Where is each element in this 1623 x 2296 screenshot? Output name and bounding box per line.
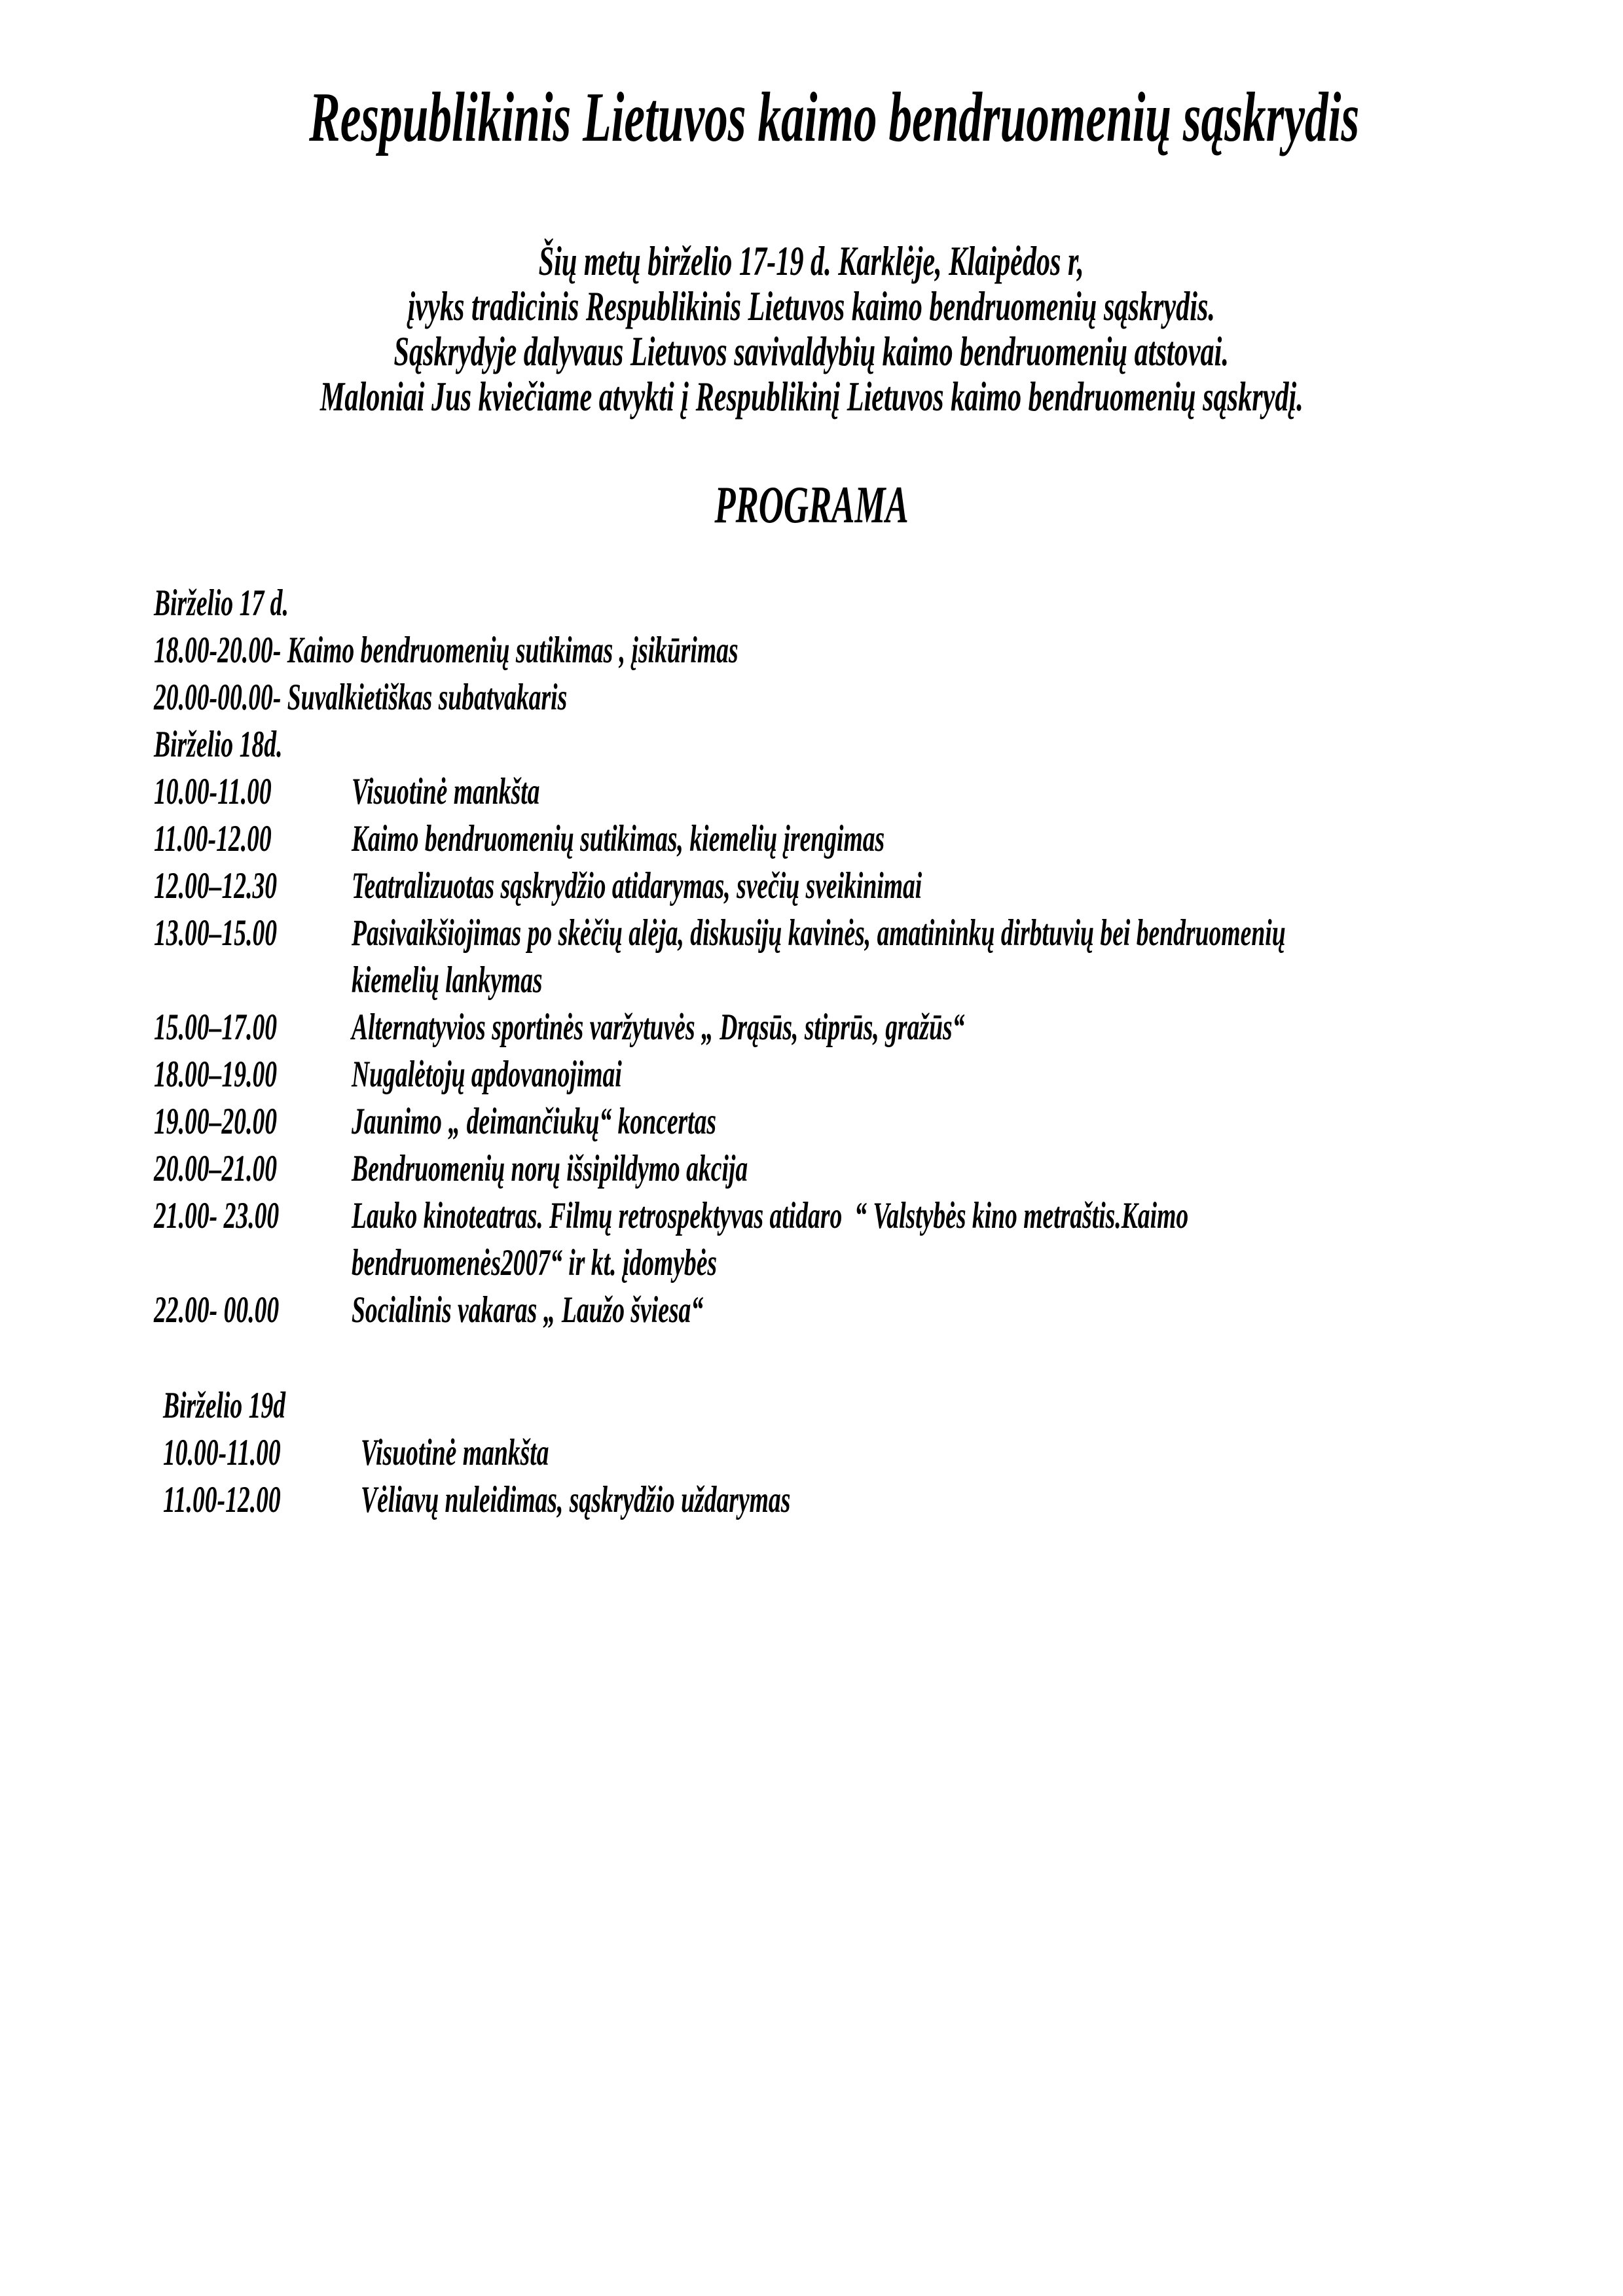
description-cell [352,910,1623,957]
time-cell [154,1051,352,1098]
event-description: Alternatyvios sportinės varžytuvės „ Drąsūs, stiprūs, gražūs“ [352,1007,965,1048]
program-row [0,674,1623,721]
event-description: Nugalėtojų apdovanojimai [352,1054,622,1095]
description-cell [352,1193,1623,1240]
intro-line [0,329,1623,374]
intro-line [0,238,1623,283]
description-cell [352,816,1623,863]
programa-heading-row [0,475,1623,535]
intro-line [0,283,1623,329]
time-cell [154,910,352,957]
time-cell [163,1477,361,1524]
day-heading: Birželio 19d [163,1385,286,1426]
day-heading-row [0,580,1623,627]
description-cell [361,1429,1623,1477]
program-schedule [0,580,1623,1524]
description-cell [352,1004,1623,1051]
program-row [0,1004,1623,1051]
description-cell [361,1477,1623,1524]
time-range: 10.00-11.00 [154,771,272,812]
description-cell [352,1051,1623,1098]
day-heading-row [0,721,1623,768]
event-description: Visuotinė mankšta [352,771,540,812]
intro-line-text: Šių metų birželio 17-19 d. Karklėje, Klaipėdos r, [538,238,1085,284]
day-heading: Birželio 18d. [154,724,283,765]
schedule-line: 18.00-20.00- Kaimo bendruomenių sutikimas , įsikūrimas [154,630,739,671]
intro-line-text: įvyks tradicinis Respublikinis Lietuvos kaimo bendruomenių sąskrydis. [407,283,1216,329]
day-heading-row [0,1382,1623,1429]
event-description: Bendruomenių norų išsipildymo akcija [352,1148,748,1189]
program-row [0,957,1623,1004]
time-cell [154,1145,352,1193]
event-description: Vėliavų nuleidimas, sąskrydžio uždarymas [361,1479,791,1520]
description-cell [352,768,1623,816]
program-row [0,863,1623,910]
time-range: 19.00–20.00 [154,1101,278,1142]
time-range: 12.00–12.30 [154,865,278,906]
event-description: Teatralizuotas sąskrydžio atidarymas, svečių sveikinimai [352,865,922,906]
time-cell [154,1098,352,1145]
program-row [0,768,1623,816]
description-cell [352,1098,1623,1145]
event-description: Jaunimo „ deimančiukų“ koncertas [352,1101,717,1142]
time-range: 11.00-12.00 [163,1479,281,1520]
program-row [0,1193,1623,1240]
program-row [0,1429,1623,1477]
time-range: 13.00–15.00 [154,912,278,954]
program-row [0,1240,1623,1287]
program-row [0,1287,1623,1334]
time-cell [154,1287,352,1334]
program-row [0,816,1623,863]
program-row [0,910,1623,957]
title-row [0,0,1623,158]
schedule-line: 20.00-00.00- Suvalkietiškas subatvakaris [154,677,568,718]
description-cell [352,1240,1623,1287]
program-row [0,1477,1623,1524]
event-description: Pasivaikšiojimas po skėčių alėja, diskusijų kavinės, amatininkų dirbtuvių bei bendruomenių [352,912,1286,954]
programa-heading: PROGRAMA [714,476,909,534]
event-description: bendruomenės2007“ ir kt. įdomybės [352,1242,718,1283]
event-description: kiemelių lankymas [352,960,543,1001]
intro-paragraph [0,238,1623,419]
time-cell [154,863,352,910]
time-cell [154,768,352,816]
time-range: 22.00- 00.00 [154,1289,280,1331]
intro-line-text: Maloniai Jus kviečiame atvykti į Respublikinį Lietuvos kaimo bendruomenių sąskrydį. [319,373,1304,420]
description-cell [352,957,1623,1004]
program-row [0,1145,1623,1193]
description-cell [352,1145,1623,1193]
time-cell [154,816,352,863]
blank-line [0,1334,1623,1382]
description-cell [352,863,1623,910]
intro-line [0,374,1623,419]
program-row [0,1098,1623,1145]
event-description: Visuotinė mankšta [361,1432,549,1473]
time-cell [154,1004,352,1051]
intro-line-text: Sąskrydyje dalyvaus Lietuvos savivaldybių kaimo bendruomenių atstovai. [393,328,1230,374]
time-range: 18.00–19.00 [154,1054,278,1095]
program-row [0,1051,1623,1098]
time-range: 20.00–21.00 [154,1148,278,1189]
time-cell [154,1193,352,1240]
time-range: 11.00-12.00 [154,818,272,859]
event-description: Lauko kinoteatras. Filmų retrospektyvas atidaro “ Valstybės kino metraštis.Kaimo [352,1195,1189,1236]
time-range: 10.00-11.00 [163,1432,281,1473]
time-cell [163,1429,361,1477]
day-heading: Birželio 17 d. [154,583,289,624]
time-range: 21.00- 23.00 [154,1195,280,1236]
event-description: Socialinis vakaras „ Laužo šviesa“ [352,1289,704,1331]
time-range: 15.00–17.00 [154,1007,278,1048]
description-cell [352,1287,1623,1334]
program-row [0,627,1623,674]
event-description: Kaimo bendruomenių sutikimas, kiemelių įrengimas [352,818,885,859]
document-title: Respublikinis Lietuvos kaimo bendruomenių sąskrydis [309,79,1360,156]
